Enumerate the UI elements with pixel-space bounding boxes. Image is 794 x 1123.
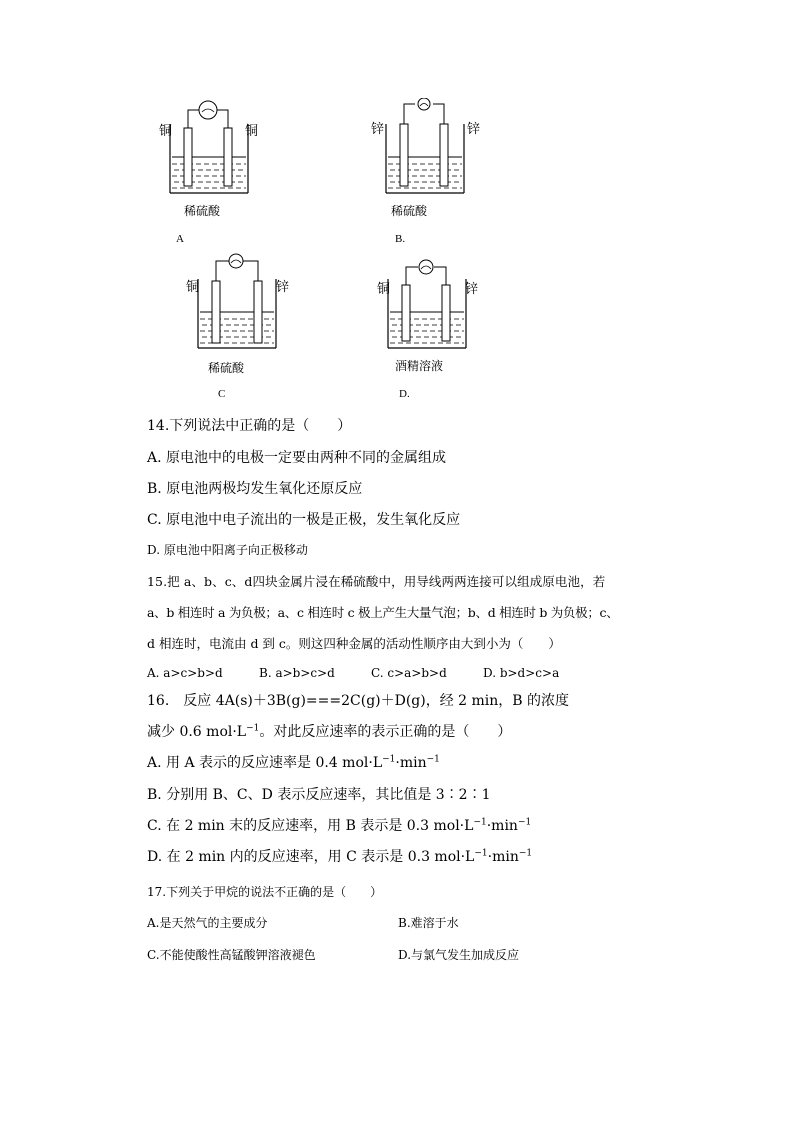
- superscript: −1: [474, 848, 488, 859]
- q16-option-b: B. 分别用 B、C、D 表示反应速率，其比值是 3∶2∶1: [147, 787, 491, 803]
- q16-option-a: [147, 752, 440, 772]
- q16-option-a-text: A. 用 A 表示的反应速率是 0.4 mol·L: [147, 755, 383, 771]
- solution-label: 稀硫酸: [208, 361, 245, 375]
- electrolytic-cell-b: [384, 98, 466, 196]
- q15-line-1: 15.把 a、b、c、d四块金属片浸在稀硫酸中，用导线两两连接可以组成原电池，若: [147, 574, 606, 589]
- left-electrode-label: 铜: [186, 280, 200, 295]
- q14-option-b: B. 原电池两极均发生氧化还原反应: [147, 481, 363, 497]
- q15-option-b: B. a>b>c>d: [259, 666, 335, 680]
- q14-option-d: D. 原电池中阳离子向正极移动: [147, 543, 308, 557]
- q17-option-c: C.不能使酸性高锰酸钾溶液褪色: [147, 948, 316, 962]
- superscript: −1: [426, 754, 440, 765]
- q14-stem: 14.下列说法中正确的是（ ）: [147, 418, 352, 434]
- q15-option-d: D. b>d>c>a: [483, 666, 560, 680]
- q16-line-1: 16. 反应 4A(s)＋3B(g)===2C(g)＋D(g)，经 2 min，B 的浓度: [147, 693, 570, 709]
- solution-label: 稀硫酸: [184, 204, 221, 218]
- right-electrode-label: 锌: [465, 282, 479, 297]
- superscript: −1: [382, 754, 396, 765]
- q16-option-d: [147, 846, 532, 866]
- q15-option-c: C. c>a>b>d: [371, 666, 447, 680]
- electrolytic-cell-c: [196, 253, 278, 351]
- q16-line-2: [147, 721, 511, 741]
- q15-line-2: a、b 相连时 a 为负极；a、c 相连时 c 极上产生大量气泡；b、d 相连时 b 为负极；c、: [147, 605, 619, 620]
- option-letter: D.: [399, 388, 410, 400]
- q17-stem: 17.下列关于甲烷的说法不正确的是（ ）: [147, 885, 383, 899]
- option-letter: A: [176, 233, 184, 245]
- q14-option-c: C. 原电池中电子流出的一极是正极，发生氧化反应: [147, 512, 461, 528]
- q14-option-a: A. 原电池中的电极一定要由两种不同的金属组成: [147, 450, 447, 466]
- right-electrode-label: 锌: [276, 280, 290, 295]
- electrolytic-cell-a: [168, 98, 250, 196]
- left-electrode-label: 铜: [377, 282, 391, 297]
- q16-option-c-unit: ·min: [486, 818, 518, 834]
- q15-option-a: A. a>c>b>d: [147, 666, 223, 680]
- q16-option-c-text: C. 在 2 min 末的反应速率，用 B 表示是 0.3 mol·L: [147, 818, 474, 834]
- q16-line-2-text: 减少 0.6 mol·L: [147, 724, 247, 740]
- option-letter: B.: [395, 233, 406, 245]
- q17-option-d: D.与氯气发生加成反应: [398, 948, 520, 962]
- left-electrode-label: 锌: [371, 122, 385, 137]
- electrolytic-cell-d: [386, 253, 468, 351]
- superscript: −1: [518, 848, 533, 859]
- solution-label: 酒精溶液: [395, 359, 444, 373]
- q16-option-d-unit: ·min: [487, 849, 519, 865]
- q15-line-3: d 相连时，电流由 d 到 c。则这四种金属的活动性顺序由大到小为（ ）: [147, 636, 561, 651]
- right-electrode-label: 锌: [467, 122, 481, 137]
- option-letter: C: [218, 388, 226, 400]
- q17-option-a: A.是天然气的主要成分: [147, 916, 268, 930]
- q16-option-c: [147, 815, 531, 835]
- q17-option-b: B.难溶于水: [398, 916, 459, 930]
- solution-label: 稀硫酸: [391, 204, 428, 218]
- superscript: −1: [246, 723, 260, 734]
- q16-line-2-rest: 。对此反应速率的表示正确的是（ ）: [259, 724, 512, 740]
- right-electrode-label: 铜: [245, 124, 259, 139]
- superscript: −1: [517, 817, 532, 828]
- left-electrode-label: 铜: [159, 124, 173, 139]
- q16-option-a-unit: ·min: [395, 755, 427, 771]
- q16-option-d-text: D. 在 2 min 内的反应速率，用 C 表示是 0.3 mol·L: [147, 849, 475, 865]
- superscript: −1: [473, 817, 487, 828]
